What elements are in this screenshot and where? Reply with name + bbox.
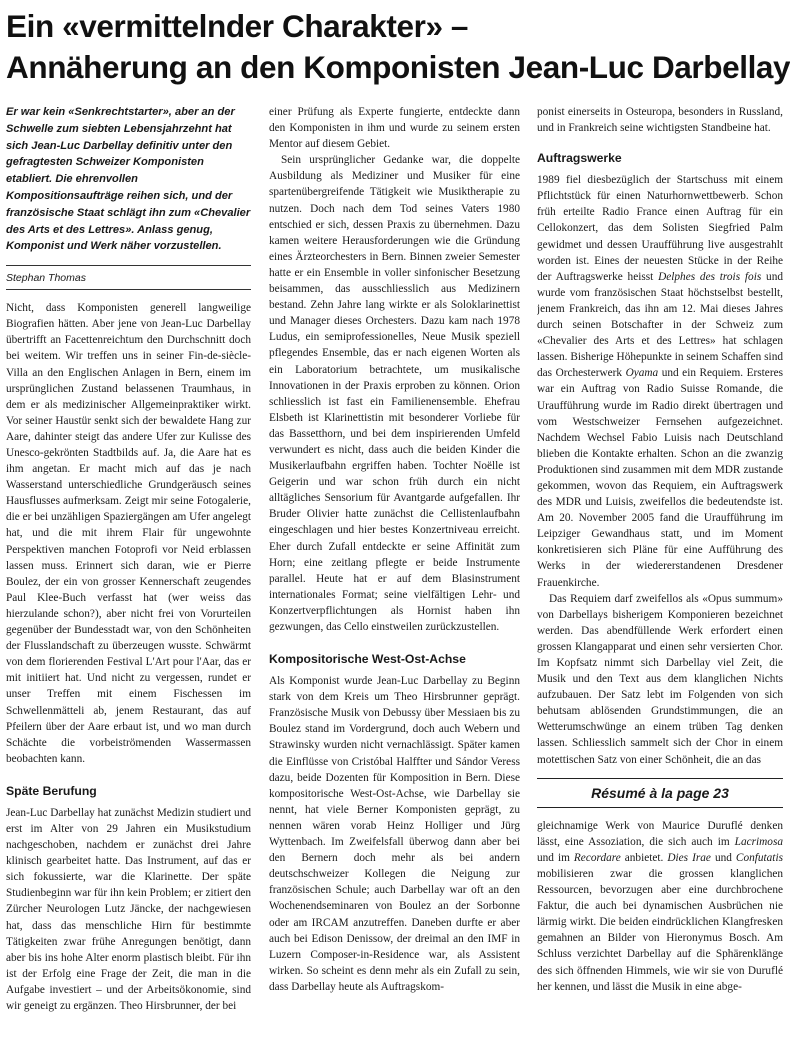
author-byline: Stephan Thomas bbox=[6, 272, 86, 285]
column-3 bbox=[537, 104, 783, 1063]
body-paragraph: Das Requiem darf zweifellos als «Opus summum» von Darbellays bisherigem Komponieren bezeichnet werden. Das abendfüllende Werk erfordert einen grossen Klangapparat und einen sehr versierten Chor. Im Kopfsatz nimmt sich Darbellay viel Zeit, die Musik und den Text aus dem klanglichen Nichts aufzubauen. Der Satz lebt im Folgenden von sich behutsam ablösenden Grundstimmungen, die an Wetterumschwünge an einem trüben Tag denken lassen. Schliesslich sammelt sich der Chor in einem motettischen Satz von einer Schönheit, die an das bbox=[537, 592, 783, 766]
body-paragraph: Jean-Luc Darbellay hat zunächst Medizin studiert und erst im Alter von 29 Jahren ein Musikstudium nachgeschoben, nachdem er zunächst drei Jahre klinisch gearbeitet hatte. Das Instrument, auf das er sich fokussierte, war die Klarinette. Der späte Studienbeginn war für ihn kein Problem; er zitiert den Zürcher Neurologen Lutz Jäncke, der nachgewiesen hat, dass das menschliche Hirn für bestimmte Tätigkeiten zwar frühe Anregungen benötigt, dann aber bis ins hohe Alter enorm plastisch bleibt. Für ihn ist der Erfolg eine Frage der Zeit, die man in die Aufgabe investiert – und der Arbeitsökonomie, sind wir geneigt zu ergänzen. Theo Hirsbrunner, der bei bbox=[6, 806, 251, 1013]
body-paragraph: Als Komponist wurde Jean-Luc Darbellay zu Beginn stark von dem Kreis um Theo Hirsbrunner geprägt. Französische Musik von Debussy über Messiaen bis zu Boulez stand im Vordergrund, doch auch Webern und Strawinsky wurden nicht vernachlässigt. Später kamen die Einflüsse von Cristóbal Halffter und Sándor Veress dazu, beide Dozenten für Komposition in Bern. Diese kompositorische West-Ost-Achse, wie Darbellay sie nennt, hat viele Berner Komponisten geprägt, zu nennen wären vorab Heinz Holliger und Jürg Wyttenbach. Im Zweifelsfall überwog dann aber bei den Bernern doch mehr als bei andern deutschschweizer Kollegen die Neigung zur französischen Schule; auch Darbellay war oft an den Wochenendseminaren von Boulez an der Sorbonne oder am IRCAM anzutreffen. Daneben durfte er aber auch bei Edison Denissow, der dreimal an den IMF in Luzern Composer-in-Residence war, als Assistent wirken. So scheint es denn mehr als ein Zufall zu sein, dass Darbellay heute als Auftragskom- bbox=[269, 675, 520, 993]
resume-box: Résumé à la page 23 bbox=[537, 778, 783, 808]
work-title: Dies Irae bbox=[667, 851, 711, 864]
author-rule-bottom bbox=[6, 289, 251, 290]
subheading-west-ost-achse: Kompositorische West-Ost-Achse bbox=[269, 652, 466, 667]
text-run: und im bbox=[537, 851, 574, 864]
article-title bbox=[6, 6, 790, 88]
text-run: mobilisieren zwar die grossen klanglichen Ressourcen, bevorzugen aber eine durchbrochene Faktur, die auch bei dynamischen Ausbrüchen nie lärmig wirkt. Die beiden eindrücklichen Klangfresken gemahnen an Bilder von Hieronymus Bosch. Am Schluss verzichtet Darbellay auf die Sphärenklänge des sich öffnenden Himmels, wie wir sie von Duruflé her kennen, und lässt die Musik in eine abge- bbox=[537, 867, 783, 993]
text-run: und bbox=[710, 851, 736, 864]
body-paragraph: ponist einerseits in Osteuropa, besonders in Russland, und in Frankreich seine wichtigsten Standbeine hat. bbox=[537, 106, 783, 135]
work-title: Recordare bbox=[573, 851, 621, 864]
subheading-auftragswerke: Auftragswerke bbox=[537, 151, 622, 166]
title-line-1: Ein «vermittelnder Charakter» – bbox=[6, 8, 469, 44]
article-lead: Er war kein «Senkrechtstarter», aber an der Schwelle zum siebten Lebensjahrzehnt hat sich Jean-Luc Darbellay definitiv unter den gefragtesten Schweizer Komponisten etabliert. Die ehrenvollen Kompositionsaufträge reihen sich, und der französische Staat schlägt ihn zum «Chevalier des Arts et des Lettres». Anlass genug, Komponist und Werk näher vorzustellen. bbox=[6, 106, 251, 253]
body-paragraph bbox=[537, 818, 783, 995]
text-run: und ein Requiem. Ersteres war ein Auftrag von Radio Suisse Romande, die Uraufführung wurde im Radio direkt übertragen und vom Westschweizer Fernsehen aufgezeichnet. Nachdem Wechsel Fabio Luisis nach Deutschland blieben die Kontakte erhalten. Schon an die zwanzig Produktionen sind zusammen mit dem MDR zustande gekommen, wovon das Requiem, ein Auftragswerk des MDR und Luisis, zweifellos die bedeutendste ist. Am 20. November 2005 fand die Uraufführung im Leipziger Gewandhaus statt, und im Moment konkretisieren sich Pläne für eine Aufführung des Werks in der wiedererstandenen Dresdener Frauenkirche. bbox=[537, 367, 783, 589]
subheading-spaete-berufung: Späte Berufung bbox=[6, 783, 97, 798]
work-title: Delphes des trois fois bbox=[658, 270, 762, 283]
text-run: und wurde vom französischen Staat höchstselbst bestellt, jenem Frankreich, das ihn am 12. Mai dieses Jahres durch seinen Botschafter in der Schweiz zum «Chevalier des Arts et des Lettres» hat schlagen lassen. Bisherige Höhepunkte in seinem Schaffen sind das Orchesterwerk bbox=[537, 270, 783, 380]
text-run: 1989 fiel diesbezüglich der Startschuss mit einem Pflichtstück für einen Naturhornwettbewerb. Schon früh erteilte Radio France einen Auftrag für ein Cellokonzert, das dem Solisten Siegfried Palm gewidmet und dessen Uraufführung live ausgestrahlt worden ist. Eines der neuesten Stücke in der Reihe der Auftragswerke heisst bbox=[537, 174, 783, 283]
body-paragraph: einer Prüfung als Experte fungierte, entdeckte dann den Komponisten in ihm und wurde zu seinem ersten Mentor auf diesem Gebiet. bbox=[269, 106, 520, 151]
body-paragraph: Nicht, dass Komponisten generell langweilige Biografien hätten. Aber jene von Jean-Luc Darbellay übertrifft an Facettenreichtum den Durchschnitt doch bei weitem. Wir treffen uns in seiner Fin-de-siècle-Villa an den Englischen Anlagen in Bern, einem im ursprünglichen Zustand belassenen Traumhaus, in dem er als medizinischer Allgemeinpraktiker wirkt. Vor seiner Haustür senkt sich der bewaldete Hang zur Aare, dahinter steigt das andere Ufer zur Kulisse des Unesco-gekrönten Stadtbilds auf. Ja, die Aare hat es ihm angetan. Er macht mich auf das je nach Wasserstand unterschiedliche Grundgeräusch seines Hausflusses aufmerksam. Zeigt mir seine Fotogalerie, die er bei unzähligen Spaziergängen am Ufer angelegt hat, und die mit ihrem Flair für ungewohnte Perspektiven manchen Fotoprofi vor Neid erblassen lassen muss. Erinnert sich daran, wie er Pierre Boulez, der ein von grosser Kennerschaft zeugendes Paul Klee-Buch verfasst hat (wer weiss das hierzulande schon?), aber nicht frei von Vorurteilen gegenüber der Bundesstadt war, von den Schönheiten der Flusslandschaft zu überzeugen wusste. Schwärmt von dem florierenden Festival L'Art pour l'Aar, das er mit initiiert hat. Und nicht zu vergessen, rundet er unser Treffen mit einem Fischessen im Schwellenmätteli ab, jenem Restaurant, das auf Pfeilern über der Aare erbaut ist, und wo man durch Schächte die vorbeiströmenden Wassermassen beobachten kann. bbox=[6, 302, 251, 765]
work-title: Confutatis bbox=[735, 851, 783, 864]
work-title: Oyama bbox=[625, 367, 659, 380]
title-line-2: Annäherung an den Komponisten Jean-Luc Darbellay bbox=[6, 49, 790, 85]
column-2 bbox=[269, 104, 520, 1063]
work-title: Lacrimosa bbox=[734, 835, 783, 848]
body-paragraph: Sein ursprünglicher Gedanke war, die doppelte Ausbildung als Mediziner und Musiker für eine spartenübergreifende Tätigkeit wie Musiktherapie zu nutzen. Doch nach dem Tod seines Vaters 1980 entschied er sich, dessen Praxis zu übernehmen. Dazu kamen weitere Herausforderungen wie die Gründung eines Ärzteorchesters in Bern. Binnen zweier Semester hatte er ein Ensemble in voller sinfonischer Besetzung beisammen, das ausschliesslich aus Medizinern bestand. Zehn Jahre lang wirkte er als Soloklarinettist und Manager dieses Orchesters. Dazu kam nach 1978 Ludus, ein semiprofessionelles, Neue Musik speziell pflegendes Ensemble, das er nach eigenen Worten als ein Laboratorium betrachtete, um musikalische Innovationen in der Praxis erproben zu können. Orion schliesslich ist fast ein Familienensemble. Ehefrau Elsbeth ist Klarinettistin mit besonderer Vorliebe für das Bassetthorn, und bei dem inspirierenden Umfeld verwundert es nicht, dass auch die beiden Kinder die Musikerlaufbahn ergriffen haben. Tochter Noëlle ist Geigerin und war schon früh durch ein nicht alltägliches Sensorium für Avantgarde aufgefallen. Ihr Bruder Olivier hatte zunächst die Cellistenlaufbahn eingeschlagen und hier bestes Konzertniveau erreicht. Eher durch Zufall entdeckte er seine Affinität zum Horn; eine zeitlang pflegte er beide Instrumente parallel. Heute hat er auf dem Blasinstrument internationales Format; seine vielfältigen Lehr- und Konzertverpflichtungen als Hornist haben ihn gezwungen, das Cello einstweilen zurückzustellen. bbox=[269, 154, 520, 633]
text-run: anbietet. bbox=[620, 851, 668, 864]
author-rule-top bbox=[6, 265, 251, 266]
column-1 bbox=[6, 104, 251, 1063]
body-paragraph bbox=[537, 172, 783, 590]
text-run: gleichnamige Werk von Maurice Duruflé denken lässt, eine Assoziation, die sich auch im bbox=[537, 819, 783, 848]
